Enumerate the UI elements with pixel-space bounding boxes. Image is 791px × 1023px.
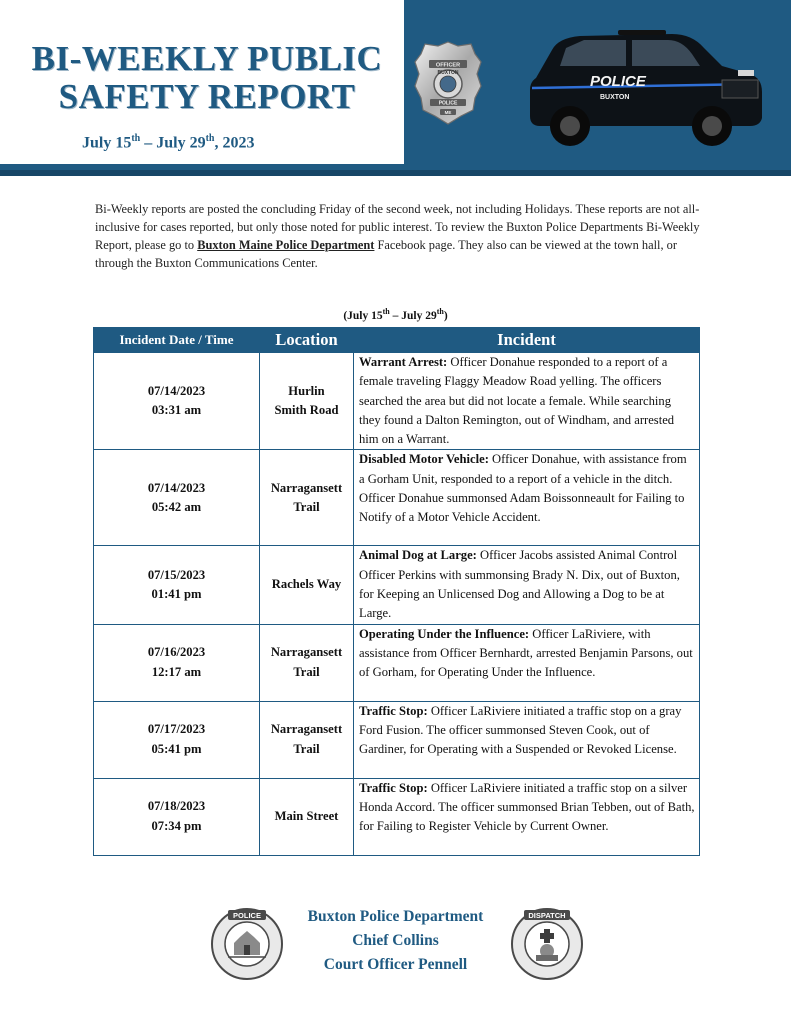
caption-close: )	[443, 309, 448, 322]
report-header	[0, 0, 791, 176]
incident-location	[260, 778, 354, 855]
header-incident: Incident	[354, 328, 700, 353]
table-row	[94, 778, 700, 855]
footer-court-officer: Court Officer Pennell	[323, 956, 468, 973]
report-title-line2: SAFETY REPORT	[58, 77, 356, 116]
location-line1: Hurlin	[288, 383, 325, 398]
footer-department: Buxton Police Department	[307, 908, 484, 925]
location-line1: Main Street	[274, 809, 339, 824]
caption-mid: – July 29	[389, 309, 437, 322]
header-divider-shadow	[0, 170, 791, 176]
incident-date-time	[94, 450, 260, 546]
police-vehicle-image	[522, 26, 764, 152]
table-header-row	[94, 328, 700, 353]
footer-signature	[0, 905, 791, 977]
incident-date: 07/14/2023	[147, 383, 206, 398]
incident-time: 07:34 pm	[151, 818, 202, 833]
dispatch-seal-icon	[510, 907, 584, 981]
svg-text:BUXTON: BUXTON	[600, 94, 630, 101]
incident-time: 03:31 am	[151, 403, 202, 418]
svg-text:OFFICER: OFFICER	[435, 62, 461, 69]
location-line2: Trail	[293, 664, 320, 679]
intro-text-after: Facebook page. They also can be viewed at the town hall, or through the Buxton Communications Center.	[95, 238, 677, 270]
incident-type: Traffic Stop:	[359, 780, 428, 795]
incident-description	[354, 353, 700, 450]
svg-text:BUXTON: BUXTON	[437, 70, 459, 76]
incident-type: Animal Dog at Large:	[359, 548, 477, 563]
location-line1: Narragansett	[270, 722, 343, 737]
incident-text: Officer Donahue, with assistance from a Gorham Unit, responded to a report of a vehicle in the ditch. Officer Donahue summonsed Adam Boissonneault for Failing to Notify of a Motor Vehicle Accident.	[359, 452, 687, 525]
incident-date: 07/17/2023	[147, 722, 206, 737]
incident-date: 07/14/2023	[147, 480, 206, 495]
incident-location	[260, 701, 354, 778]
incident-time: 12:17 am	[151, 664, 202, 679]
report-date-range	[82, 133, 255, 152]
date-from: July 15	[82, 134, 132, 152]
date-separator: – July 29	[140, 134, 206, 152]
intro-text-before: Bi-Weekly reports are posted the concluding Friday of the second week, not including Holidays. These reports are not all-inclusive for cases reported, but only those noted for public interest. To review the Buxton Police Departments Bi-Weekly Report, please go to	[95, 202, 700, 252]
caption-sup-2: th	[436, 307, 444, 316]
incident-description	[354, 701, 700, 778]
location-line1: Rachels Way	[271, 577, 342, 592]
incident-date-time	[94, 778, 260, 855]
incident-location	[260, 624, 354, 701]
incident-text: Officer LaRiviere initiated a traffic stop on a silver Honda Accord. The officer summonsed Brian Tebben, out of Bath, for Failing to Register Vehicle by Current Owner.	[359, 780, 695, 834]
incident-location	[260, 353, 354, 450]
header-location: Location	[260, 328, 354, 353]
incident-time: 01:41 pm	[151, 587, 202, 602]
incident-text: Officer LaRiviere initiated a traffic stop on a gray Ford Fusion. The officer summonsed Steven Cook, out of Gardiner, for Operating with a Suspended or Revoked License.	[359, 703, 682, 757]
facebook-page-link[interactable]: Buxton Maine Police Department	[197, 238, 375, 252]
incident-type: Operating Under the Influence:	[359, 626, 530, 641]
report-title	[22, 40, 392, 116]
svg-text:POLICE: POLICE	[233, 911, 261, 920]
incident-date-time	[94, 701, 260, 778]
incident-date-time	[94, 624, 260, 701]
date-from-suffix: th	[131, 133, 141, 144]
incident-table	[93, 327, 700, 856]
footer-chief: Chief Collins	[352, 932, 439, 949]
incident-date-time	[94, 353, 260, 450]
caption-open: (July 15	[343, 309, 383, 322]
report-title-line1: BI-WEEKLY PUBLIC	[31, 39, 383, 78]
table-row	[94, 450, 700, 546]
incident-description	[354, 546, 700, 624]
incident-location	[260, 450, 354, 546]
table-row	[94, 701, 700, 778]
svg-text:ME: ME	[444, 110, 452, 115]
incident-description	[354, 624, 700, 701]
date-year: , 2023	[214, 134, 255, 152]
table-row	[94, 546, 700, 624]
incident-type: Warrant Arrest:	[359, 355, 448, 369]
location-line1: Narragansett	[270, 480, 343, 495]
location-line1: Narragansett	[270, 645, 343, 660]
incident-type: Traffic Stop:	[359, 703, 428, 718]
table-row	[94, 624, 700, 701]
incident-location	[260, 546, 354, 624]
intro-paragraph	[95, 200, 703, 272]
table-caption	[0, 307, 791, 322]
incident-date-time	[94, 546, 260, 624]
svg-text:POLICE: POLICE	[438, 100, 458, 107]
incident-date: 07/16/2023	[147, 645, 206, 660]
table-row	[94, 353, 700, 450]
svg-text:DISPATCH: DISPATCH	[528, 911, 566, 920]
incident-text: Officer LaRiviere, with assistance from Officer Bernhardt, arrested Benjamin Parsons, out of Gorham, for Operating Under the Influence.	[359, 626, 693, 680]
incident-description	[354, 778, 700, 855]
incident-text: Officer Jacobs assisted Animal Control Officer Perkins with summonsing Brady N. Dix, out of Buxton, for Keeping an Unlicensed Dog and Allowing a Dog to be at Large.	[359, 548, 680, 621]
incident-text: Officer Donahue responded to a report of a female traveling Flaggy Meadow Road yelling. The officers searched the area but did not locate a female. While searching they found a Dalton Remington, out of Windham, and arrested him on a Warrant.	[359, 355, 675, 447]
incident-date: 07/18/2023	[147, 799, 206, 814]
location-line2: Trail	[293, 499, 320, 514]
caption-sup-1: th	[382, 307, 390, 316]
incident-time: 05:42 am	[151, 499, 202, 514]
location-line2: Smith Road	[274, 403, 339, 418]
date-to-suffix: th	[205, 133, 215, 144]
police-badge-icon	[413, 40, 483, 126]
incident-date: 07/15/2023	[147, 567, 206, 582]
incident-description	[354, 450, 700, 546]
svg-text:POLICE: POLICE	[590, 73, 646, 90]
incident-type: Disabled Motor Vehicle:	[359, 452, 489, 467]
location-line2: Trail	[293, 741, 320, 756]
incident-time: 05:41 pm	[151, 741, 202, 756]
header-date-time: Incident Date / Time	[94, 328, 260, 353]
